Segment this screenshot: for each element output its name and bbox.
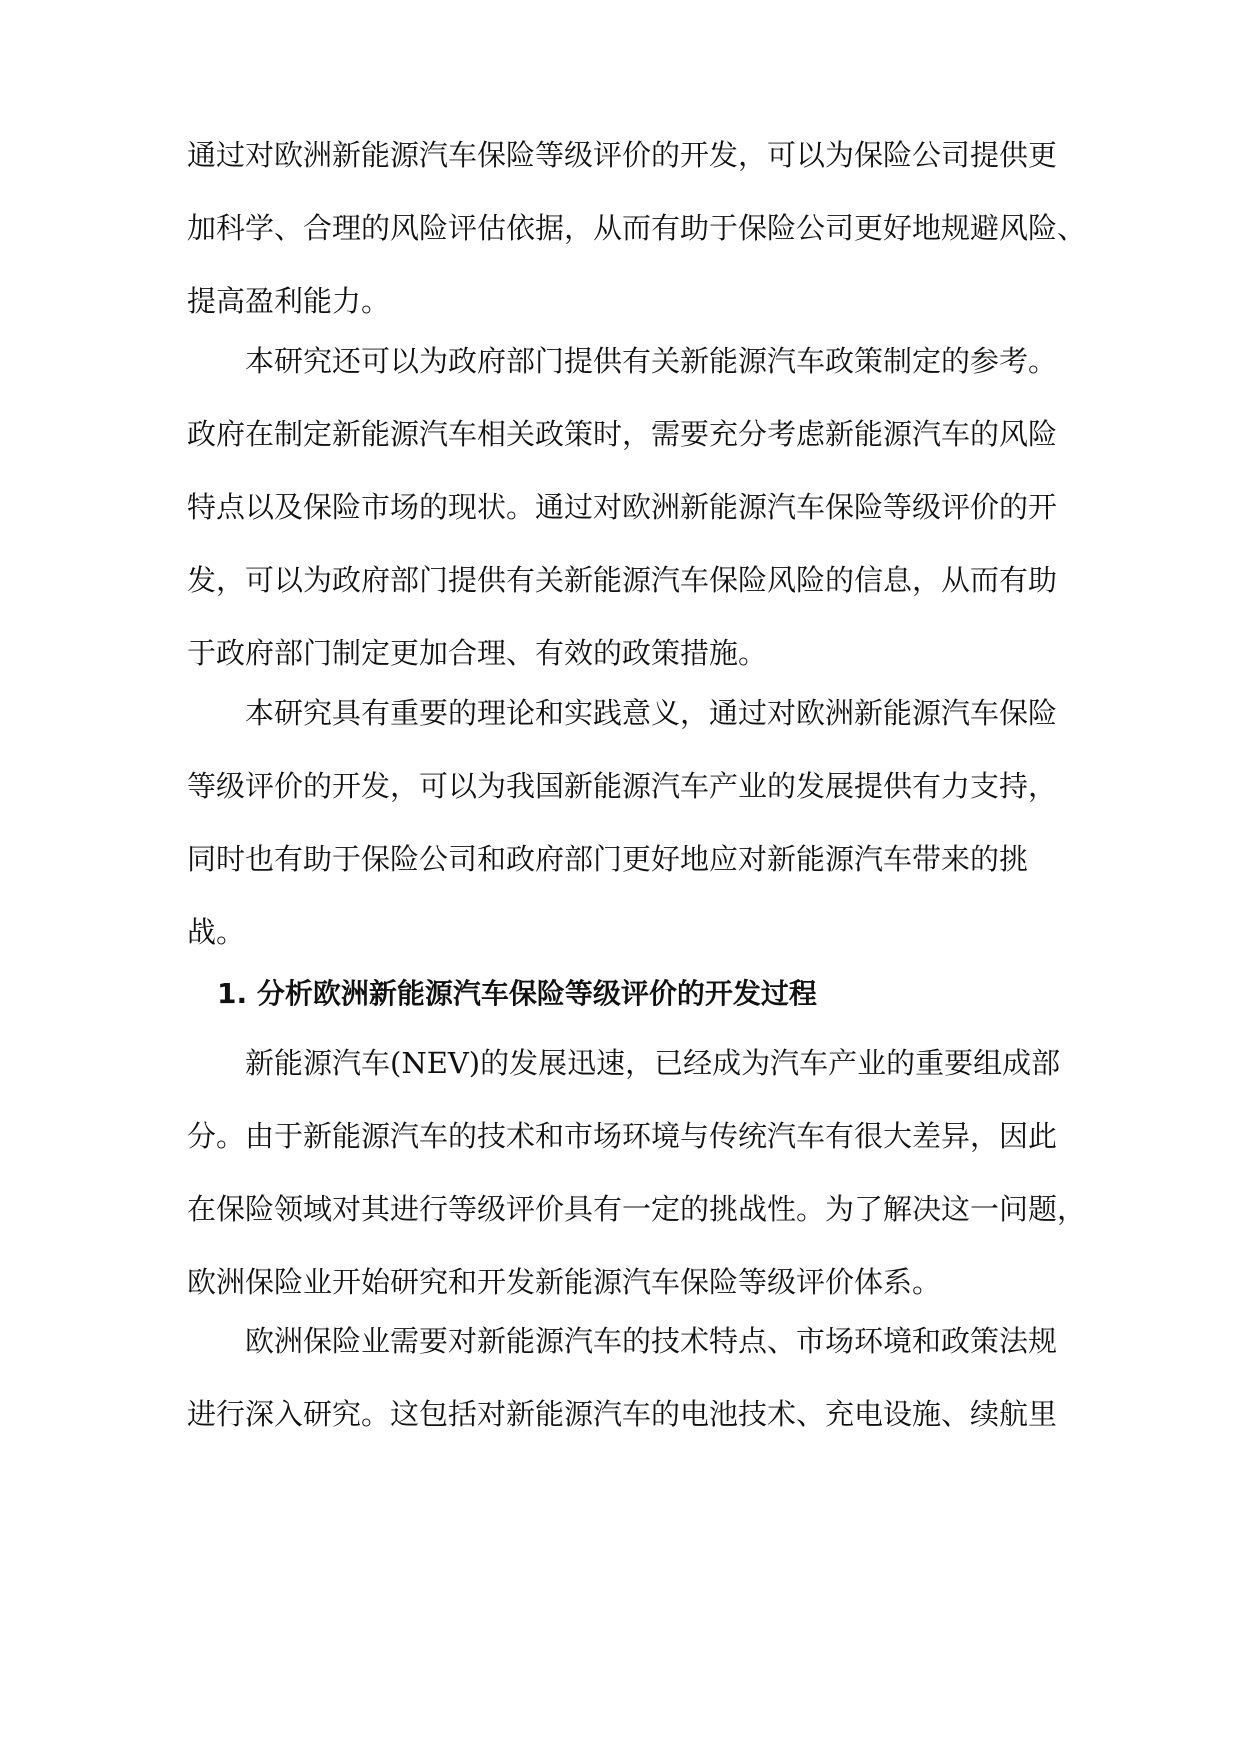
- paragraph-line: 本研究还可以为政府部门提供有关新能源汽车政策制定的参考。: [245, 344, 1058, 378]
- paragraph-line: 政府在制定新能源汽车相关政策时，需要充分考虑新能源汽车的风险: [187, 417, 1058, 451]
- paragraph-line: 进行深入研究。这包括对新能源汽车的电池技术、充电设施、续航里: [187, 1397, 1058, 1431]
- section-heading: 1. 分析欧洲新能源汽车保险等级评价的开发过程: [217, 977, 817, 1010]
- paragraph-line: 通过对欧洲新能源汽车保险等级评价的开发，可以为保险公司提供更: [187, 138, 1058, 172]
- paragraph-2: [187, 325, 1057, 690]
- paragraph-line: 本研究具有重要的理论和实践意义，通过对欧洲新能源汽车保险: [245, 696, 1058, 730]
- paragraph-line: 欧洲保险业开始研究和开发新能源汽车保险等级评价体系。: [187, 1265, 942, 1299]
- paragraph-line: 新能源汽车(NEV)的发展迅速，已经成为汽车产业的重要组成部: [245, 1046, 1061, 1080]
- paragraph-line: 等级评价的开发，可以为我国新能源汽车产业的发展提供有力支持，: [187, 769, 1058, 803]
- section-paragraph-1: [187, 1027, 1087, 1319]
- paragraph-1: [187, 119, 1087, 338]
- paragraph-line: 发，可以为政府部门提供有关新能源汽车保险风险的信息，从而有助: [187, 563, 1058, 597]
- paragraph-line: 分。由于新能源汽车的技术和市场环境与传统汽车有很大差异，因此: [187, 1119, 1058, 1153]
- paragraph-3: [187, 677, 1057, 969]
- paragraph-line: 于政府部门制定更加合理、有效的政策措施。: [187, 636, 768, 670]
- paragraph-line: 在保险领域对其进行等级评价具有一定的挑战性。为了解决这一问题，: [187, 1192, 1087, 1226]
- paragraph-line: 欧洲保险业需要对新能源汽车的技术特点、市场环境和政策法规: [245, 1324, 1058, 1358]
- paragraph-line: 提高盈利能力。: [187, 284, 391, 318]
- section-paragraph-2: [187, 1305, 1057, 1451]
- paragraph-line: 加科学、合理的风险评估依据，从而有助于保险公司更好地规避风险、: [187, 211, 1087, 245]
- paragraph-line: 战。: [187, 915, 246, 949]
- paragraph-line: 同时也有助于保险公司和政府部门更好地应对新能源汽车带来的挑: [187, 842, 1029, 876]
- section-heading-block: [187, 957, 1057, 1030]
- paragraph-line: 特点以及保险市场的现状。通过对欧洲新能源汽车保险等级评价的开: [187, 490, 1058, 524]
